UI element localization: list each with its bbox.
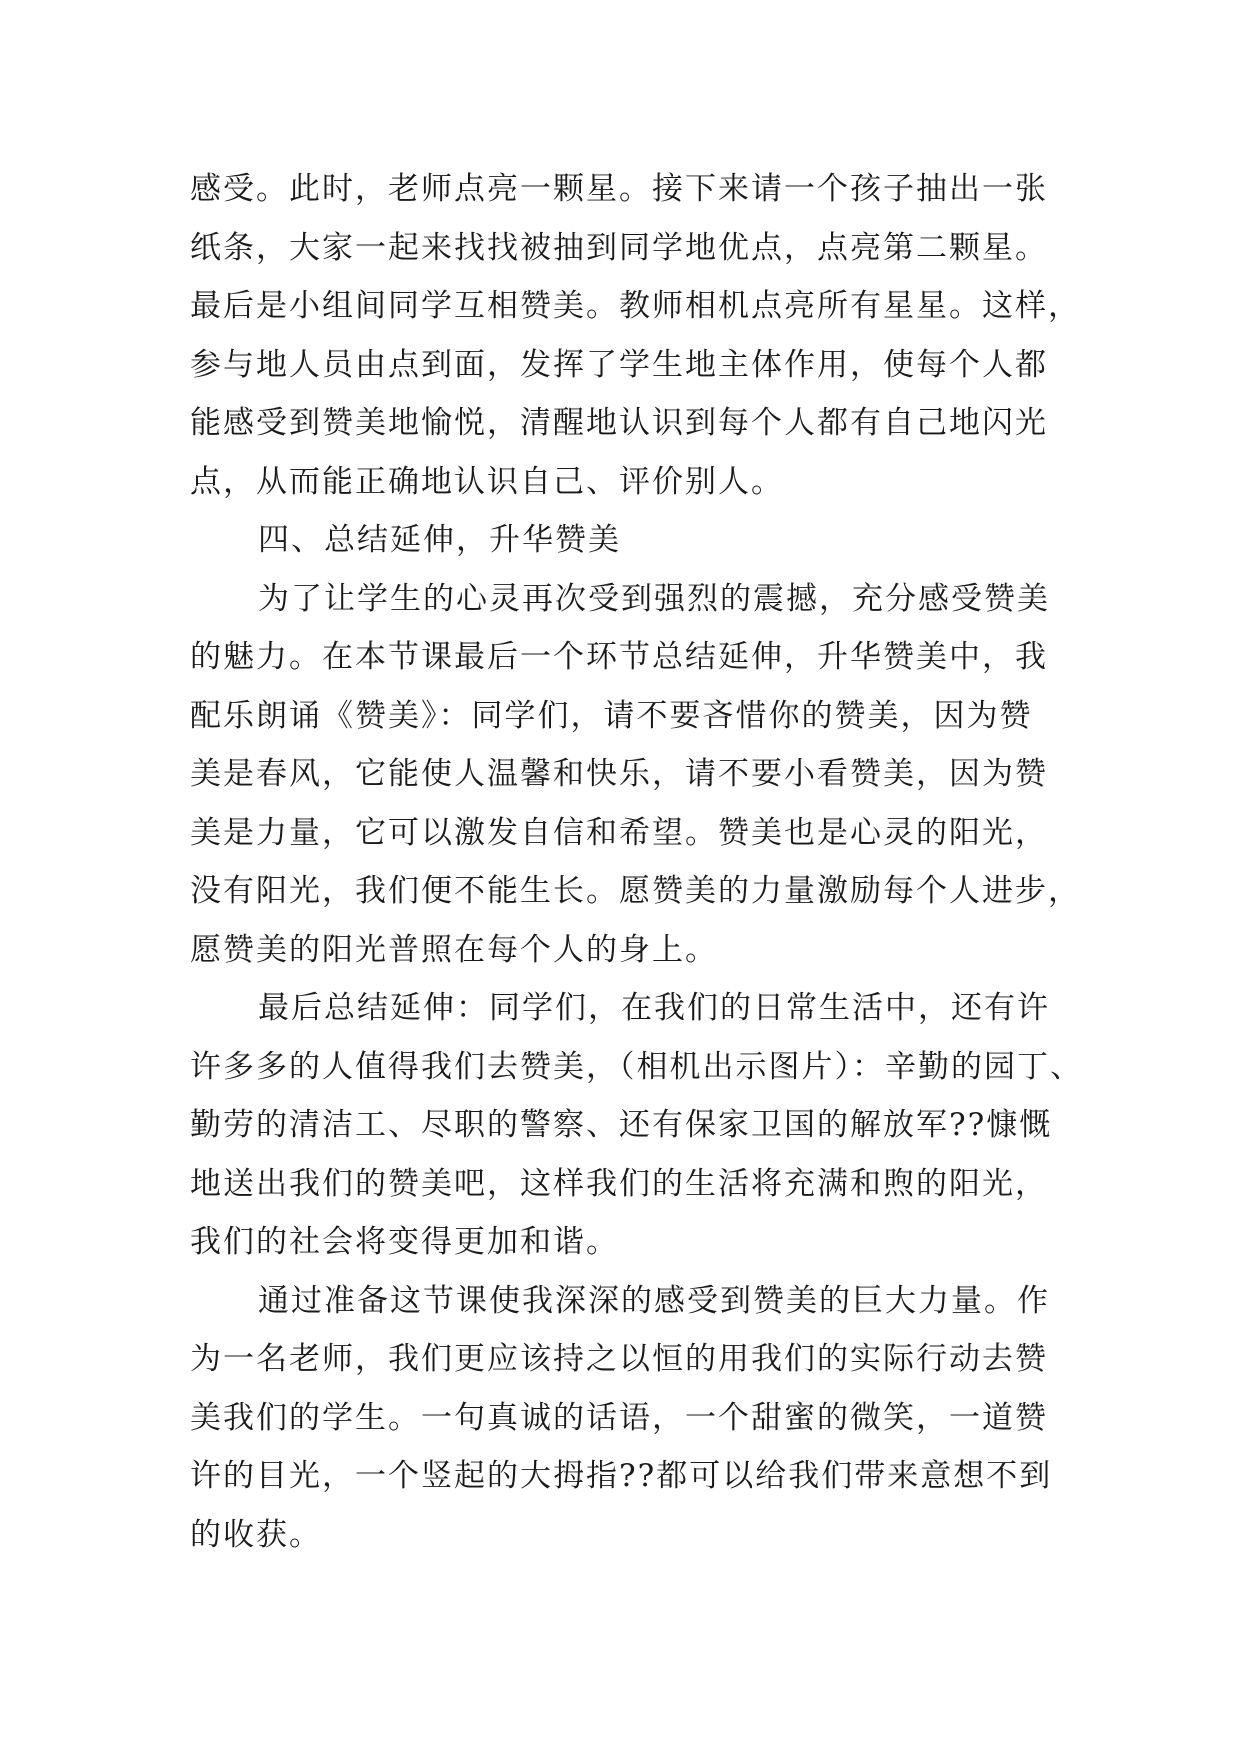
- text-line: 许多多的人值得我们去赞美，（相机出示图片）：辛勤的园丁、: [190, 1048, 1083, 1085]
- text-line: 参与地人员由点到面，发挥了学生地主体作用，使每个人都: [190, 346, 1048, 383]
- paragraph: [190, 570, 1080, 980]
- text-line: 为了让学生的心灵再次受到强烈的震撼，充分感受赞美: [258, 580, 1050, 617]
- text-line: 点，从而能正确地认识自己、评价别人。: [190, 463, 784, 500]
- text-line: 愿赞美的阳光普照在每个人的身上。: [190, 931, 718, 968]
- text-line: 地送出我们的赞美吧，这样我们的生活将充满和煦的阳光，: [190, 1165, 1048, 1202]
- text-line: 通过准备这节课使我深深的感受到赞美的巨大力量。作: [258, 1282, 1050, 1319]
- section-heading: [190, 511, 1080, 570]
- text-line: 的收获。: [190, 1516, 322, 1553]
- text-line: 能感受到赞美地愉悦，清醒地认识到每个人都有自己地闪光: [190, 405, 1048, 441]
- text-line: 美是春风，它能使人温馨和快乐，请不要小看赞美，因为赞: [190, 756, 1048, 792]
- text-line: 我们的社会将变得更加和谐。: [190, 1224, 619, 1260]
- text-line: 为一名老师，我们更应该持之以恒的用我们的实际行动去赞: [190, 1341, 1048, 1377]
- paragraph-continuation: [190, 160, 1080, 511]
- document-body: [190, 160, 1083, 1564]
- text-line: 最后是小组间同学互相赞美。教师相机点亮所有星星。这样，: [190, 288, 1081, 324]
- text-line: 配乐朗诵《赞美》：同学们，请不要吝惜你的赞美，因为赞: [190, 697, 1033, 734]
- text-line: 最后总结延伸：同学们，在我们的日常生活中，还有许: [258, 990, 1050, 1026]
- text-line: 许的目光，一个竖起的大拇指??都可以给我们带来意想不到: [190, 1458, 1053, 1494]
- paragraph: [190, 979, 1083, 1272]
- text-line: 美是力量，它可以激发自信和希望。赞美也是心灵的阳光，: [190, 814, 1048, 851]
- heading-text: 四、总结延伸，升华赞美: [258, 522, 621, 558]
- text-line: 感受。此时，老师点亮一颗星。接下来请一个孩子抽出一张: [190, 171, 1048, 207]
- text-line: 没有阳光，我们便不能生长。愿赞美的力量激励每个人进步，: [190, 873, 1081, 909]
- text-line: 的魅力。在本节课最后一个环节总结延伸，升华赞美中，我: [190, 639, 1048, 675]
- paragraph: [190, 1272, 1080, 1565]
- text-line: 勤劳的清洁工、尽职的警察、还有保家卫国的解放军??慷慨: [190, 1107, 1053, 1143]
- text-line: 纸条，大家一起来找找被抽到同学地优点，点亮第二颗星。: [190, 229, 1048, 266]
- text-line: 美我们的学生。一句真诚的话语，一个甜蜜的微笑，一道赞: [190, 1399, 1048, 1436]
